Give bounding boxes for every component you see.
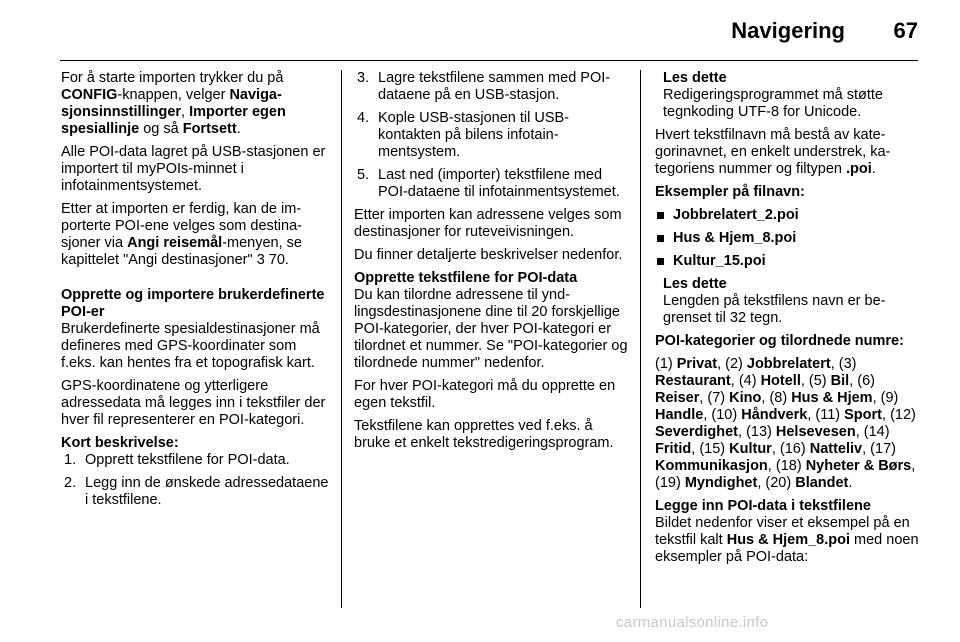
list-item: 4. Kople USB-stasjonen til USB-kontakten på bilens infotainmentsystem.	[357, 110, 569, 160]
category-name: Blandet	[795, 475, 849, 491]
category-name: Kommunikasjon	[655, 458, 768, 474]
bullet-icon	[657, 212, 664, 219]
category-number: (10)	[711, 407, 742, 423]
category-name: Kultur	[729, 441, 772, 457]
category-number: (1)	[655, 356, 677, 372]
section-heading: Legge inn POI-data i tekstfilene	[655, 498, 871, 514]
config-button-ref: CONFIG	[61, 87, 118, 103]
paragraph: Etter at importen er ferdig, kan de importerte POI-ene velges som destinasjoner via Angi reisemål-menyen, se kapittelet "Angi destinasjoner" 3 70.	[61, 201, 302, 268]
category-name: Handle	[655, 407, 704, 423]
category-name: Restaurant	[655, 373, 731, 389]
list-item: Hus & Hjem_8.poi	[655, 230, 920, 247]
category-name: Håndverk	[741, 407, 808, 423]
paragraph: Du kan tilordne adressene til yndlingsdestinasjonene dine til 20 forskjellige POI-kategorier, der hver POI-kategori er tilordnet et nummer. Se "POI-kategorier og tilordnede nummer" nedenfor.	[354, 287, 628, 371]
subheading: POI-kategorier og tilordnede numre:	[655, 333, 904, 349]
subheading: Eksempler på filnavn:	[655, 184, 805, 200]
category-number: (20)	[765, 475, 796, 491]
list-item: 1. Opprett tekstfilene for POI-data.	[64, 452, 290, 468]
left-column	[61, 70, 331, 515]
category-number: (15)	[699, 441, 730, 457]
section-heading: Opprette og importere brukerdefinerte POI-er	[61, 287, 325, 320]
paragraph: Du finner detaljerte beskrivelser nedenfor.	[354, 247, 623, 263]
category-name: Jobbrelatert	[746, 356, 831, 372]
bullet-icon	[657, 258, 664, 265]
steps-list	[61, 452, 331, 509]
category-name: Hotell	[760, 373, 801, 389]
list-item: 5. Last ned (importer) tekstfilene med POI-dataene til infotainmentsystemet.	[357, 167, 620, 200]
filename-examples	[655, 207, 920, 270]
header-rule	[60, 60, 918, 61]
right-column	[655, 70, 920, 572]
category-number: (8)	[769, 390, 792, 406]
import-intro: For å starte importen trykker du på CONFIG-knappen, velger Navigasjonsinnstillinger, Importer egen spesiallinje og så Fortsett.	[61, 70, 286, 137]
page-ref-arrow-icon: 3	[256, 252, 265, 268]
category-number: (12)	[890, 407, 916, 423]
watermark: carmanualsonline.info	[616, 614, 769, 631]
category-name: Helsevesen	[775, 424, 856, 440]
category-name: Hus & Hjem	[791, 390, 873, 406]
note-text: Lengden på tekstfilens navn er begrenset til 32 tegn.	[663, 293, 886, 326]
steps-list	[354, 70, 629, 201]
page-number: 67	[893, 18, 918, 43]
category-name: Kino	[729, 390, 762, 406]
note-text: Redigeringsprogrammet må støtte tegnkoding UTF-8 for Unicode.	[663, 87, 883, 120]
category-list: (1) Privat, (2) Jobbrelatert, (3) Restaurant, (4) Hotell, (5) Bil, (6) Reiser, (7) Kino, (8) Hus & Hjem, (9) Handle, (10) Håndverk, (11) Sport, (12) Severdighet, (13) Helsevesen, (14) Fritid, (15) Kultur, (16) Natteliv, (17) Kommunikasjon, (18) Nyheter & Børs, (19) Myndighet, (20) Blandet.	[655, 356, 916, 491]
paragraph: Bildet nedenfor viser et eksempel på en tekstfil kalt Hus & Hjem_8.poi med noen eksempler på POI-data:	[655, 515, 919, 565]
column-divider-2	[640, 70, 641, 608]
paragraph: For hver POI-kategori må du opprette en egen tekstfil.	[354, 378, 616, 411]
subheading: Kort beskrivelse:	[61, 435, 179, 451]
paragraph: Alle POI-data lagret på USB-stasjonen er importert til myPOIs-minnet i infotainmentsystemet.	[61, 144, 326, 194]
category-number: (17)	[870, 441, 896, 457]
section-heading: Opprette tekstfilene for POI-data	[354, 270, 578, 286]
category-number: (16)	[779, 441, 810, 457]
paragraph: Brukerdefinerte spesialdestinasjoner må defineres med GPS-koordinater som f.eks. kan hentes fra et topografisk kart.	[61, 321, 320, 371]
paragraph: Hvert tekstfilnavn må bestå av kategorinavnet, en enkelt understrek, kategoriens nummer og filtypen .poi.	[655, 127, 891, 177]
category-number: (9)	[880, 390, 899, 406]
category-number: (3)	[838, 356, 857, 372]
paragraph: Tekstfilene kan opprettes ved f.eks. å bruke et enkelt tekstredigeringsprogram.	[354, 418, 614, 451]
category-name: Privat	[676, 356, 718, 372]
category-number: (19)	[655, 475, 685, 491]
paragraph: GPS-koordinatene og ytterligere adressedata må legges inn i tekstfiler der hver fil representerer en POI-kategori.	[61, 378, 326, 428]
list-item: 2. Legg inn de ønskede adressedataene i tekstfilene.	[64, 475, 329, 508]
list-item: Kultur_15.poi	[655, 253, 920, 270]
category-number: (11)	[815, 407, 845, 423]
page-header	[0, 0, 960, 60]
category-number: (7)	[707, 390, 730, 406]
category-name: Sport	[844, 407, 882, 423]
category-name: Myndighet	[684, 475, 758, 491]
note-title: Les dette	[663, 276, 727, 292]
category-number: (5)	[808, 373, 831, 389]
category-name: Reiser	[655, 390, 700, 406]
paragraph: Etter importen kan adressene velges som destinasjoner for ruteveivisningen.	[354, 207, 622, 240]
category-number: (4)	[738, 373, 761, 389]
note-title: Les dette	[663, 70, 727, 86]
middle-column	[354, 70, 629, 458]
category-number: (6)	[857, 373, 875, 389]
category-name: Severdighet	[655, 424, 738, 440]
category-name: Bil	[830, 373, 850, 389]
category-number: (13)	[746, 424, 776, 440]
category-number: (18)	[775, 458, 806, 474]
category-number: (2)	[725, 356, 747, 372]
category-name: Fritid	[655, 441, 692, 457]
category-number: (14)	[863, 424, 890, 440]
list-item: Jobbrelatert_2.poi	[655, 207, 920, 224]
column-divider-1	[341, 70, 342, 608]
category-name: Nyheter & Børs	[805, 458, 912, 474]
page-title: Navigering	[731, 18, 845, 43]
bullet-icon	[657, 235, 664, 242]
category-name: Natteliv	[809, 441, 863, 457]
note-box	[655, 276, 920, 327]
list-item: 3. Lagre tekstfilene sammen med POI-dataene på en USB-stasjon.	[357, 70, 611, 103]
note-box	[655, 70, 920, 121]
